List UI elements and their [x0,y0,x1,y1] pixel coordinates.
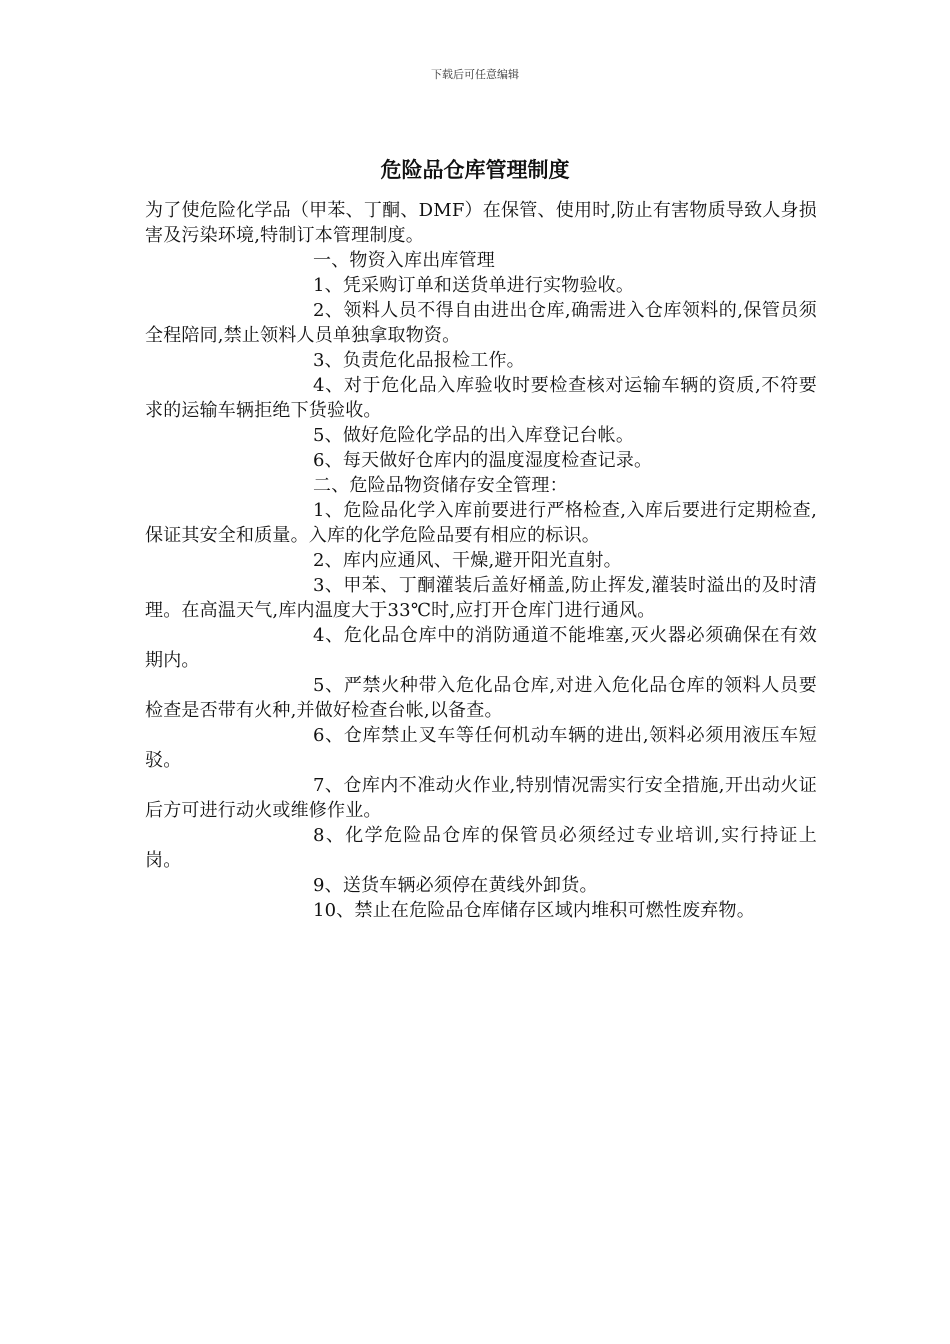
section-heading-1: 一、物资入库出库管理 [313,250,495,271]
list-item: 4、危化品仓库中的消防通道不能堆塞,灭火器必须确保在有效期内。 [145,625,817,671]
list-item: 1、凭采购订单和送货单进行实物验收。 [313,275,635,296]
list-item: 6、仓库禁止叉车等任何机动车辆的进出,领料必须用液压车短驳。 [145,725,817,771]
intro-paragraph: 为了使危险化学品（甲苯、丁酮、DMF）在保管、使用时,防止有害物质导致人身损害及污染环境,特制订本管理制度。 [145,200,817,246]
list-item: 5、严禁火种带入危化品仓库,对进入危化品仓库的领料人员要检查是否带有火种,并做好检查台帐,以备查。 [145,675,817,721]
list-item: 2、库内应通风、干燥,避开阳光直射。 [313,550,622,571]
list-item: 3、甲苯、丁酮灌装后盖好桶盖,防止挥发,灌装时溢出的及时清理。在高温天气,库内温度大于33℃时,应打开仓库门进行通风。 [145,575,817,621]
list-item: 10、禁止在危险品仓库储存区域内堆积可燃性废弃物。 [313,900,755,921]
document-body [145,198,817,923]
list-item: 9、送货车辆必须停在黄线外卸货。 [313,875,598,896]
header-note: 下载后可任意编辑 [431,68,519,81]
list-item: 3、负责危化品报检工作。 [313,350,525,371]
list-item: 5、做好危险化学品的出入库登记台帐。 [313,425,635,446]
list-item: 7、仓库内不准动火作业,特别情况需实行安全措施,开出动火证后方可进行动火或维修作业。 [145,775,817,821]
section-heading-2: 二、危险品物资储存安全管理： [313,475,568,496]
list-item: 8、化学危险品仓库的保管员必须经过专业培训,实行持证上岗。 [145,825,817,871]
list-item: 2、领料人员不得自由进出仓库,确需进入仓库领料的,保管员须全程陪同,禁止领料人员单独拿取物资。 [145,300,817,346]
list-item: 1、危险品化学入库前要进行严格检查,入库后要进行定期检查,保证其安全和质量。入库的化学危险品要有相应的标识。 [145,500,817,546]
document-title: 危险品仓库管理制度 [380,158,570,182]
list-item: 6、每天做好仓库内的温度湿度检查记录。 [313,450,653,471]
list-item: 4、对于危化品入库验收时要检查核对运输车辆的资质,不符要求的运输车辆拒绝下货验收。 [145,375,817,421]
